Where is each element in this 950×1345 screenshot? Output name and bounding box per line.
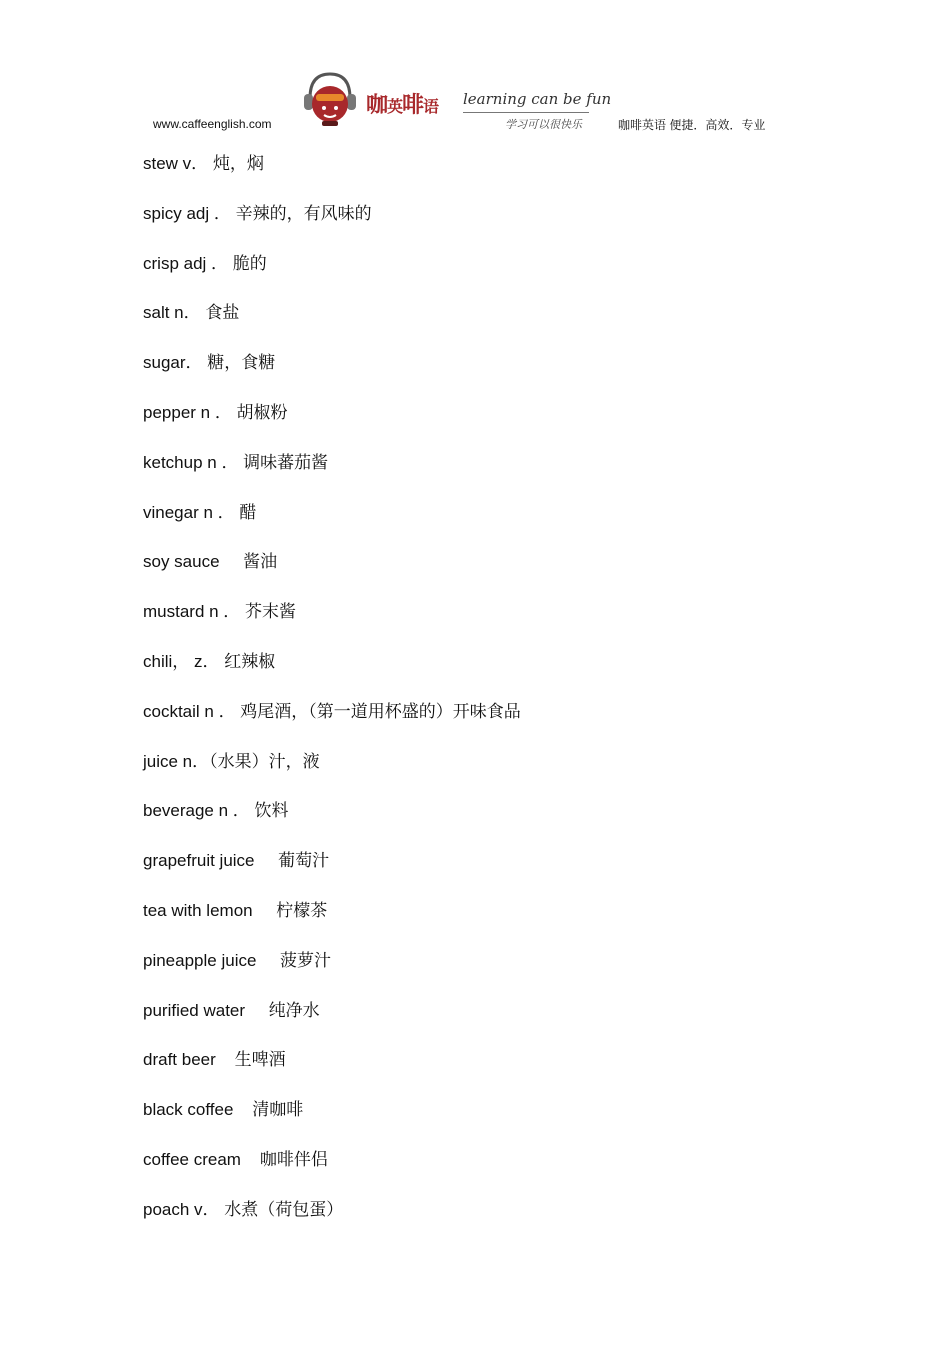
vocab-entry: mustard n ． 芥末酱 bbox=[143, 602, 297, 622]
vocab-entry: black coffee 清咖啡 bbox=[143, 1100, 304, 1120]
slogan-divider bbox=[463, 112, 589, 113]
vocab-entry: soy sauce 酱油 bbox=[143, 552, 278, 572]
vocab-entry: pepper n ． 胡椒粉 bbox=[143, 402, 288, 422]
slogan-english: learning can be fun bbox=[463, 90, 612, 108]
page-header bbox=[0, 0, 950, 140]
vocab-entry: purified water 纯净水 bbox=[143, 1000, 320, 1020]
vocab-entry: spicy adj ． 辛辣的，有风味的 bbox=[143, 203, 372, 223]
vocab-entry: sugar． 糖，食糖 bbox=[143, 353, 276, 373]
vocab-entry: cocktail n ． 鸡尾酒，（第一道用杯盛的）开味食品 bbox=[143, 701, 521, 721]
vocab-entry: salt n． 食盐 bbox=[143, 303, 240, 323]
vocab-entry: crisp adj ． 脆的 bbox=[143, 253, 267, 273]
vocab-entry: poach v． 水煮（荷包蛋） bbox=[143, 1199, 344, 1219]
site-url[interactable]: www.caffeenglish.com bbox=[153, 117, 272, 131]
vocab-entry: tea with lemon 柠檬茶 bbox=[143, 900, 328, 920]
vocab-entry: pineapple juice 菠萝汁 bbox=[143, 950, 332, 970]
vocab-entry: ketchup n ． 调味蕃茄酱 bbox=[143, 452, 329, 472]
brand-logo-text: 咖英啡语 bbox=[366, 92, 439, 117]
vocab-entry: grapefruit juice 葡萄汁 bbox=[143, 851, 330, 871]
coffee-mascot-logo-icon bbox=[300, 68, 360, 128]
vocab-entry: juice n．（水果）汁，液 bbox=[143, 751, 320, 771]
vocab-entry: stew v． 炖，焖 bbox=[143, 154, 264, 173]
vocabulary-list bbox=[143, 152, 521, 1248]
vocab-entry: coffee cream 咖啡伴侣 bbox=[143, 1149, 328, 1169]
vocab-entry: beverage n ． 饮料 bbox=[143, 801, 289, 821]
vocab-entry: chili， z． 红辣椒 bbox=[143, 651, 276, 671]
slogan-chinese: 学习可以很快乐 bbox=[505, 118, 582, 131]
vocab-entry: draft beer 生啤酒 bbox=[143, 1050, 286, 1070]
header-tagline: 咖啡英语 便捷．高效．专业 bbox=[618, 118, 766, 132]
vocab-entry: vinegar n ． 醋 bbox=[143, 502, 257, 522]
